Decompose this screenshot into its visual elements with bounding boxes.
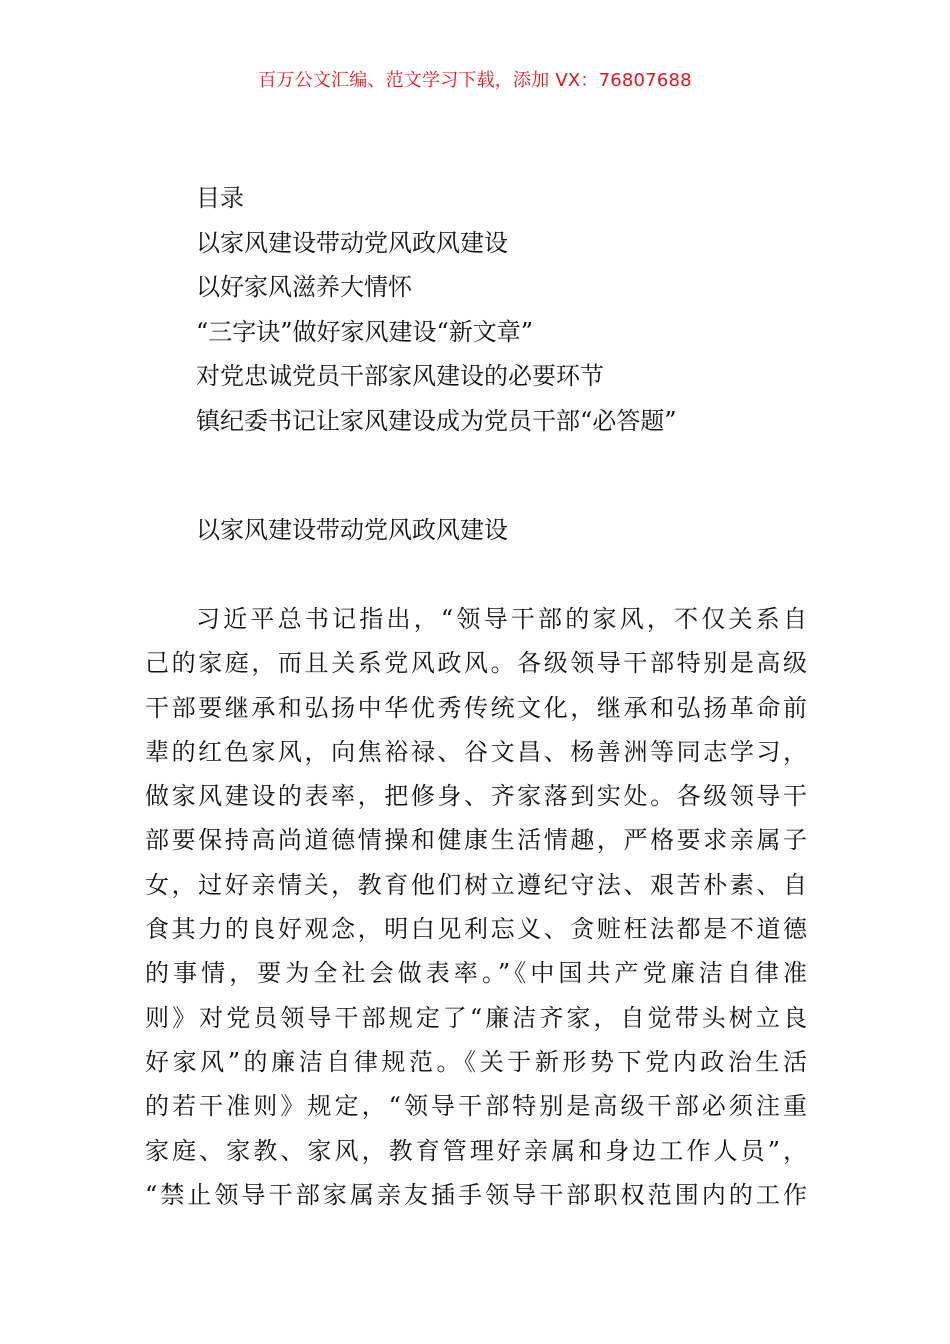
paragraph-line: 做家风建设的表率，把修身、齐家落到实处。各级领导干 (145, 782, 807, 811)
toc-item: 镇纪委书记让家风建设成为党员干部“必答题” (196, 406, 677, 435)
paragraph-line: 干部要继承和弘扬中华优秀传统文化，继承和弘扬革命前 (145, 693, 807, 722)
toc-item: 以好家风滋养大情怀 (196, 273, 412, 301)
paragraph-line: 己的家庭，而且关系党风政风。各级领导干部特别是高级 (145, 649, 807, 678)
toc-title: 目录 (196, 184, 244, 212)
paragraph-line: 食其力的良好观念，明白见利忘义、贪赃枉法都是不道德 (145, 915, 807, 944)
header-banner: 百万公文汇编、范文学习下载，添加 VX：76807688 (258, 70, 692, 91)
paragraph-line: 好家风”的廉洁自律规范。《关于新形势下党内政治生活 (145, 1047, 807, 1076)
paragraph-line: 习近平总书记指出，“领导干部的家风，不仅关系自 (196, 605, 807, 633)
paragraph-line: 的若干准则》规定，“领导干部特别是高级干部必须注重 (145, 1092, 807, 1121)
section-title: 以家风建设带动党风政风建设 (196, 516, 508, 544)
body-paragraph (145, 597, 807, 1217)
paragraph-line: 女，过好亲情关，教育他们树立遵纪守法、艰苦朴素、自 (145, 870, 807, 899)
table-of-contents (196, 176, 816, 443)
paragraph-line: 部要保持高尚道德情操和健康生活情趣，严格要求亲属子 (145, 826, 807, 855)
paragraph-line: 则》对党员领导干部规定了“廉洁齐家，自觉带头树立良 (145, 1003, 807, 1032)
paragraph-line: “禁止领导干部家属亲友插手领导干部职权范围内的工作 (145, 1180, 807, 1209)
toc-item: 对党忠诚党员干部家风建设的必要环节 (196, 362, 604, 390)
paragraph-line: 的事情，要为全社会做表率。”《中国共产党廉洁自律准 (145, 959, 807, 988)
toc-item: “三字诀”做好家风建设“新文章” (196, 317, 534, 346)
paragraph-line: 家庭、家教、家风，教育管理好亲属和身边工作人员”， (145, 1136, 807, 1165)
toc-item: 以家风建设带动党风政风建设 (196, 228, 508, 257)
paragraph-line: 辈的红色家风，向焦裕禄、谷文昌、杨善洲等同志学习， (145, 737, 807, 766)
